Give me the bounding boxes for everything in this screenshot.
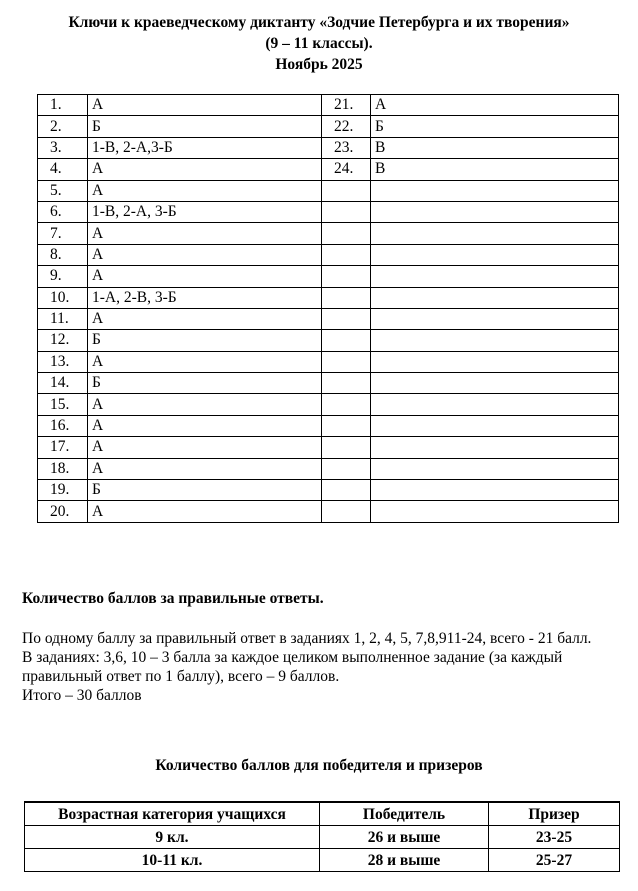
winner-cell: 26 и выше xyxy=(320,826,489,849)
question-number xyxy=(322,266,371,287)
table-row xyxy=(38,373,619,394)
points-heading: Количество баллов за правильные ответы. xyxy=(22,590,324,607)
points-line-1: По одному баллу за правильный ответ в заданиях 1, 2, 4, 5, 7,8,911-24, всего - 21 балл. xyxy=(22,630,592,647)
question-number xyxy=(322,223,371,244)
table-row xyxy=(38,116,619,137)
table-row xyxy=(38,201,619,222)
answer-cell xyxy=(371,308,619,329)
answer-cell xyxy=(371,415,619,436)
answer-cell xyxy=(371,180,619,201)
answer-cell: А xyxy=(371,95,619,116)
question-number xyxy=(322,394,371,415)
question-number: 10. xyxy=(38,287,88,308)
table-row xyxy=(38,180,619,201)
table-row xyxy=(38,159,619,180)
answer-cell: В xyxy=(371,137,619,158)
question-number xyxy=(322,437,371,458)
answer-cell: А xyxy=(88,266,322,287)
answer-cell: Б xyxy=(88,480,322,501)
table-row xyxy=(38,330,619,351)
table-row xyxy=(38,415,619,436)
header-winner: Победитель xyxy=(320,802,489,826)
answer-cell: А xyxy=(88,244,322,265)
answer-cell: А xyxy=(88,415,322,436)
answer-cell xyxy=(371,330,619,351)
table-row xyxy=(38,137,619,158)
winner-cell: 28 и выше xyxy=(320,849,489,872)
document-title xyxy=(0,12,638,75)
answer-cell xyxy=(371,437,619,458)
table-row xyxy=(38,223,619,244)
question-number: 6. xyxy=(38,201,88,222)
question-number: 7. xyxy=(38,223,88,244)
question-number: 1. xyxy=(38,95,88,116)
question-number xyxy=(322,351,371,372)
answer-cell xyxy=(371,266,619,287)
answer-cell: Б xyxy=(88,116,322,137)
table-row xyxy=(38,458,619,479)
question-number: 12. xyxy=(38,330,88,351)
question-number: 14. xyxy=(38,373,88,394)
question-number xyxy=(322,501,371,522)
answer-cell xyxy=(371,244,619,265)
answer-cell: Б xyxy=(88,330,322,351)
answer-cell xyxy=(371,223,619,244)
answer-cell xyxy=(371,480,619,501)
answer-cell: А xyxy=(88,223,322,244)
answer-key-table xyxy=(37,94,619,523)
table-row xyxy=(38,244,619,265)
answer-cell xyxy=(371,501,619,522)
answer-cell: Б xyxy=(371,116,619,137)
question-number: 20. xyxy=(38,501,88,522)
question-number: 19. xyxy=(38,480,88,501)
table-row xyxy=(38,437,619,458)
title-line-1: Ключи к краеведческому диктанту «Зодчие Петербурга и их творения» xyxy=(68,14,570,31)
question-number xyxy=(322,287,371,308)
question-number: 15. xyxy=(38,394,88,415)
question-number xyxy=(322,308,371,329)
answer-cell xyxy=(371,351,619,372)
table-row xyxy=(38,501,619,522)
question-number: 21. xyxy=(322,95,371,116)
answer-cell xyxy=(371,458,619,479)
answer-cell: 1-А, 2-В, 3-Б xyxy=(88,287,322,308)
table-row xyxy=(38,308,619,329)
table-row xyxy=(25,849,620,872)
answer-cell: А xyxy=(88,308,322,329)
points-description xyxy=(22,629,622,705)
question-number: 11. xyxy=(38,308,88,329)
question-number: 9. xyxy=(38,266,88,287)
table-row xyxy=(38,394,619,415)
question-number: 18. xyxy=(38,458,88,479)
question-number: 16. xyxy=(38,415,88,436)
prize-cell: 23-25 xyxy=(489,826,620,849)
answer-cell: А xyxy=(88,351,322,372)
answer-cell: А xyxy=(88,437,322,458)
category-cell: 9 кл. xyxy=(25,826,320,849)
title-line-3: Ноябрь 2025 xyxy=(275,56,363,73)
table-row xyxy=(38,266,619,287)
question-number: 24. xyxy=(322,159,371,180)
table-row xyxy=(25,826,620,849)
table-row xyxy=(38,95,619,116)
answer-cell: А xyxy=(88,95,322,116)
answer-cell: А xyxy=(88,159,322,180)
answer-cell xyxy=(371,394,619,415)
question-number xyxy=(322,180,371,201)
question-number: 17. xyxy=(38,437,88,458)
question-number xyxy=(322,201,371,222)
answer-cell: Б xyxy=(88,373,322,394)
question-number xyxy=(322,458,371,479)
winners-table-header xyxy=(25,802,620,826)
answer-cell: А xyxy=(88,394,322,415)
points-line-2: В заданиях: 3,6, 10 – 3 балла за каждое целиком выполненное задание (за каждый правильный ответ по 1 баллу), всего – 9 баллов. xyxy=(22,649,563,685)
question-number: 22. xyxy=(322,116,371,137)
question-number: 2. xyxy=(38,116,88,137)
answer-cell: 1-В, 2-А,3-Б xyxy=(88,137,322,158)
category-cell: 10-11 кл. xyxy=(25,849,320,872)
header-prize: Призер xyxy=(489,802,620,826)
header-category: Возрастная категория учащихся xyxy=(25,802,320,826)
answer-cell: А xyxy=(88,501,322,522)
question-number xyxy=(322,480,371,501)
question-number xyxy=(322,373,371,394)
table-row xyxy=(38,287,619,308)
table-row xyxy=(38,480,619,501)
answer-cell: А xyxy=(88,458,322,479)
answer-cell: В xyxy=(371,159,619,180)
question-number xyxy=(322,415,371,436)
answer-cell: 1-В, 2-А, 3-Б xyxy=(88,201,322,222)
question-number: 3. xyxy=(38,137,88,158)
question-number: 23. xyxy=(322,137,371,158)
answer-cell xyxy=(371,287,619,308)
winners-table xyxy=(24,801,620,872)
question-number xyxy=(322,330,371,351)
prize-cell: 25-27 xyxy=(489,849,620,872)
question-number: 5. xyxy=(38,180,88,201)
points-line-3: Итого – 30 баллов xyxy=(22,687,142,704)
answer-cell xyxy=(371,373,619,394)
question-number xyxy=(322,244,371,265)
answer-cell: А xyxy=(88,180,322,201)
table-row xyxy=(38,351,619,372)
question-number: 4. xyxy=(38,159,88,180)
title-line-2: (9 – 11 классы). xyxy=(265,35,373,52)
answer-cell xyxy=(371,201,619,222)
question-number: 8. xyxy=(38,244,88,265)
question-number: 13. xyxy=(38,351,88,372)
winners-heading: Количество баллов для победителя и призеров xyxy=(155,757,483,774)
